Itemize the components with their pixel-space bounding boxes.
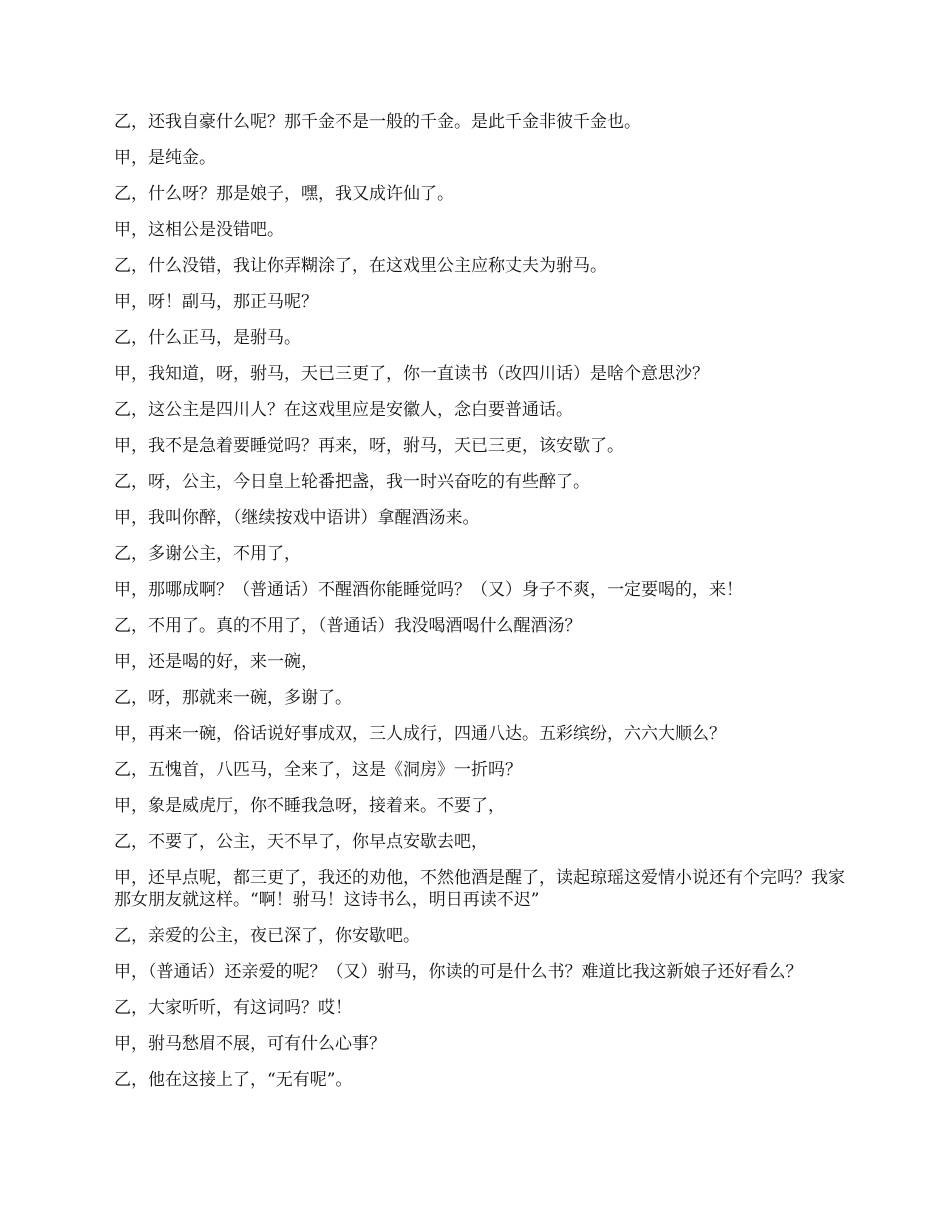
dialogue-line: 甲，我知道，呀，驸马，天已三更了，你一直读书（改四川话）是啥个意思沙？ <box>114 364 709 384</box>
dialogue-line: 甲，再来一碗，俗话说好事成双，三人成行，四通八达。五彩缤纷，六六大顺么？ <box>114 724 726 744</box>
dialogue-line: 乙，多谢公主，不用了， <box>114 544 301 564</box>
dialogue-text <box>114 111 849 1105</box>
dialogue-line: 乙，这公主是四川人？在这戏里应是安徽人，念白要普通话。 <box>114 400 573 420</box>
dialogue-line: 乙，不要了，公主，天不早了，你早点安歇去吧， <box>114 832 488 852</box>
dialogue-line: 乙，什么正马，是驸马。 <box>114 328 301 348</box>
dialogue-line: 甲，呀！副马，那正马呢？ <box>114 292 318 312</box>
dialogue-line: 甲，这相公是没错吧。 <box>114 220 284 240</box>
dialogue-line: 甲，我不是急着要睡觉吗？再来，呀，驸马，天已三更，该安歇了。 <box>114 436 624 456</box>
dialogue-line: 乙，五愧首，八匹马，全来了，这是《洞房》一折吗？ <box>114 760 522 780</box>
dialogue-line: 乙，不用了。真的不用了，（普通话）我没喝酒喝什么醒酒汤？ <box>114 616 582 636</box>
dialogue-line: 甲，驸马愁眉不展，可有什么心事？ <box>114 1034 386 1054</box>
dialogue-line: 乙，什么呀？那是娘子，嘿，我又成许仙了。 <box>114 184 454 204</box>
dialogue-line: 甲，（普通话）还亲爱的呢？（又）驸马，你读的可是什么书？难道比我这新娘子还好看么？ <box>114 962 803 982</box>
dialogue-line: 甲，我叫你醉，（继续按戏中语讲）拿醒酒汤来。 <box>114 508 480 528</box>
dialogue-line: 乙，亲爱的公主，夜已深了，你安歇吧。 <box>114 926 420 946</box>
dialogue-line: 乙，什么没错，我让你弄糊涂了，在这戏里公主应称丈夫为驸马。 <box>114 256 607 276</box>
dialogue-line: 甲，还是喝的好，来一碗， <box>114 652 318 672</box>
dialogue-line: 甲，象是威虎厅，你不睡我急呀，接着来。不要了， <box>114 796 505 816</box>
dialogue-line: 乙，呀，公主，今日皇上轮番把盏，我一时兴奋吃的有些醉了。 <box>114 472 590 492</box>
dialogue-line: 甲，还早点呢，都三更了，我还的劝他，不然他酒是醒了，读起琼瑶这爱情小说还有个完吗？我家那女朋友就这样。“啊！驸马！这诗书么，明日再读不迟” <box>114 868 845 910</box>
dialogue-line: 乙，他在这接上了，“无有呢”。 <box>114 1070 353 1090</box>
dialogue-line: 甲，那哪成啊？（普通话）不醒酒你能睡觉吗？（又）身子不爽，一定要喝的，来！ <box>114 580 743 600</box>
dialogue-line: 乙，大家听听，有这词吗？哎！ <box>114 998 352 1018</box>
dialogue-line: 甲，是纯金。 <box>114 148 216 168</box>
dialogue-line: 乙，还我自豪什么呢？那千金不是一般的千金。是此千金非彼千金也。 <box>114 112 641 132</box>
dialogue-line: 乙，呀，那就来一碗，多谢了。 <box>114 688 352 708</box>
